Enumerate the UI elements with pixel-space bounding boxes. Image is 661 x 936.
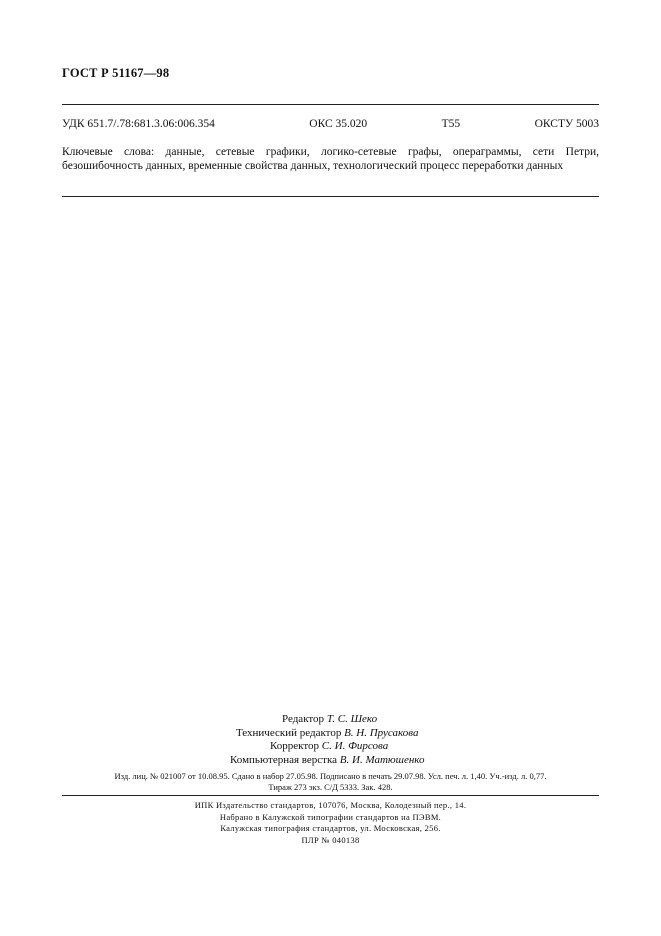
credit-person: С. И. Фирсова (321, 740, 389, 752)
keywords-paragraph: Ключевые слова: данные, сетевые графики, логико-сетевые графы, операграммы, сети Петри, безошибочность данных, временные свойства данных, технологический процесс переработки данных (62, 146, 599, 172)
printer-line: ИПК Издательство стандартов, 107076, Москва, Колодезный пер., 14. (194, 800, 467, 810)
top-divider (62, 104, 599, 105)
credit-role: Компьютерная верстка (230, 753, 340, 766)
credit-person: В. Н. Прусакова (344, 726, 419, 739)
publishing-line: Изд. лиц. № 021007 от 10.08.95. Сдано в набор 27.05.98. Подписано в печать 29.07.98. Усл. печ. л. 1,40. Уч.-изд. л. 0,77. (114, 771, 547, 781)
bottom-divider (62, 795, 599, 796)
credit-proofreader (270, 740, 661, 754)
udk-code: УДК 651.7/.78:681.3.06:006.354 (62, 118, 215, 130)
credit-role: Технический редактор (236, 726, 345, 739)
credit-person: В. И. Матюшенко (339, 753, 425, 766)
oks-code: ОКС 35.020 (309, 118, 368, 130)
publishing-info (62, 771, 599, 793)
credit-technical-editor (236, 727, 661, 741)
group-code: Т55 (441, 118, 461, 130)
publishing-line: Тираж 273 экз. С/Д 5333. Зак. 428. (268, 782, 393, 792)
okstu-code: ОКСТУ 5003 (534, 118, 599, 130)
printer-line: Набрано в Калужской типографии стандартов на ПЭВМ. (219, 811, 442, 822)
credit-role: Корректор (270, 740, 322, 752)
credits-block (0, 713, 661, 767)
credit-role: Редактор (282, 713, 327, 725)
credit-editor (282, 713, 661, 727)
printer-info (62, 800, 599, 846)
credit-layout (230, 754, 661, 768)
printer-line: ПЛР № 040138 (301, 834, 360, 845)
standard-code: ГОСТ Р 51167—98 (62, 66, 170, 80)
classification-row (62, 118, 599, 130)
credit-person: Т. С. Шеко (326, 713, 378, 725)
keywords-divider (62, 196, 599, 197)
printer-line: Калужская типография стандартов, ул. Московская, 256. (220, 823, 441, 833)
